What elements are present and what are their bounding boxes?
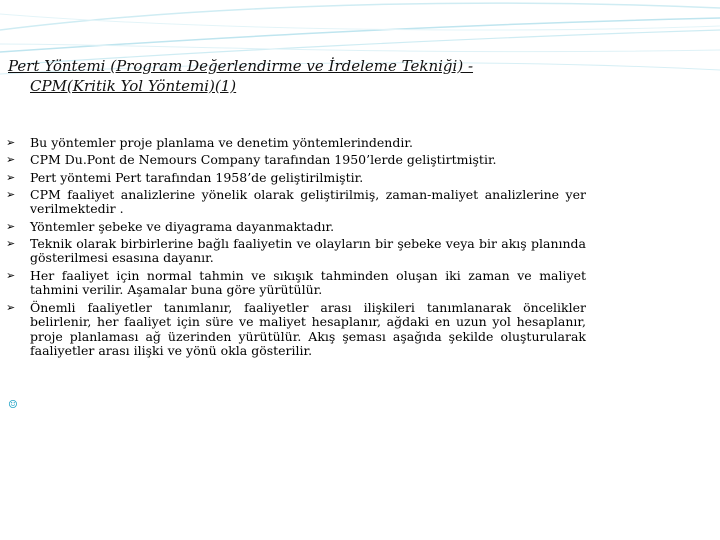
bullet-text: Yöntemler şebeke ve diyagrama dayanmaktadır. (30, 218, 335, 234)
arrow-bullet-icon: ➢ (6, 153, 16, 167)
arrow-bullet-icon: ➢ (6, 268, 16, 282)
arrow-bullet-icon: ➢ (6, 300, 16, 314)
arrow-bullet-icon: ➢ (6, 219, 16, 233)
bullet-text: Pert yöntemi Pert tarafından 1958’de geliştirilmiştir. (30, 169, 364, 185)
arrow-bullet-icon: ➢ (6, 170, 16, 184)
bullet-text: CPM faaliyet analizlerine yönelik olarak geliştirilmiş, zaman-maliyet analizlerine yer verilmektedir . (30, 186, 586, 217)
bullet-text: Teknik olarak birbirlerine bağlı faaliyetin ve olayların bir şebeke veya bir akış planında gösterilmesi esasına dayanır. (30, 235, 586, 266)
bullet-text: Her faaliyet için normal tahmin ve sıkışık tahminden oluşan iki zaman ve maliyet tahmini verilir. Aşamalar buna göre yürütülür. (30, 267, 586, 298)
list-item (6, 301, 586, 359)
empty-bullet-icon: ☺ (8, 398, 18, 411)
bullet-text: Bu yöntemler proje planlama ve denetim yöntemlerindendir. (30, 135, 413, 150)
title-line-2: CPM(Kritik Yol Yöntemi)(1) (30, 77, 237, 95)
bullet-list (6, 136, 586, 361)
list-item (6, 220, 586, 235)
list-item (6, 237, 586, 266)
arrow-bullet-icon: ➢ (6, 187, 16, 201)
bullet-text: CPM Du.Pont de Nemours Company tarafından 1950’lerde geliştirtmiştir. (30, 152, 497, 168)
list-item (6, 136, 586, 151)
list-item (6, 171, 586, 186)
bullet-text: Önemli faaliyetler tanımlanır, faaliyetler arası ilişkileri tanımlanarak öncelikler belirlenir, her faaliyet için süre ve maliyet hesaplanır, ağdaki en uzun yol hesaplanır, proje planlaması ağ üzerinden yürütülür. Akış şeması aşağıda şekilde oluşturularak faaliyetler arası ilişki ve yönü okla gösterilir. (30, 299, 586, 359)
arrow-bullet-icon: ➢ (6, 136, 16, 149)
title-line-1: Pert Yöntemi (Program Değerlendirme ve İrdeleme Tekniği) - (8, 57, 474, 75)
arrow-bullet-icon: ➢ (6, 236, 16, 250)
list-item (6, 188, 586, 217)
list-item (6, 269, 586, 298)
slide-title (8, 56, 708, 96)
list-item (6, 153, 586, 168)
